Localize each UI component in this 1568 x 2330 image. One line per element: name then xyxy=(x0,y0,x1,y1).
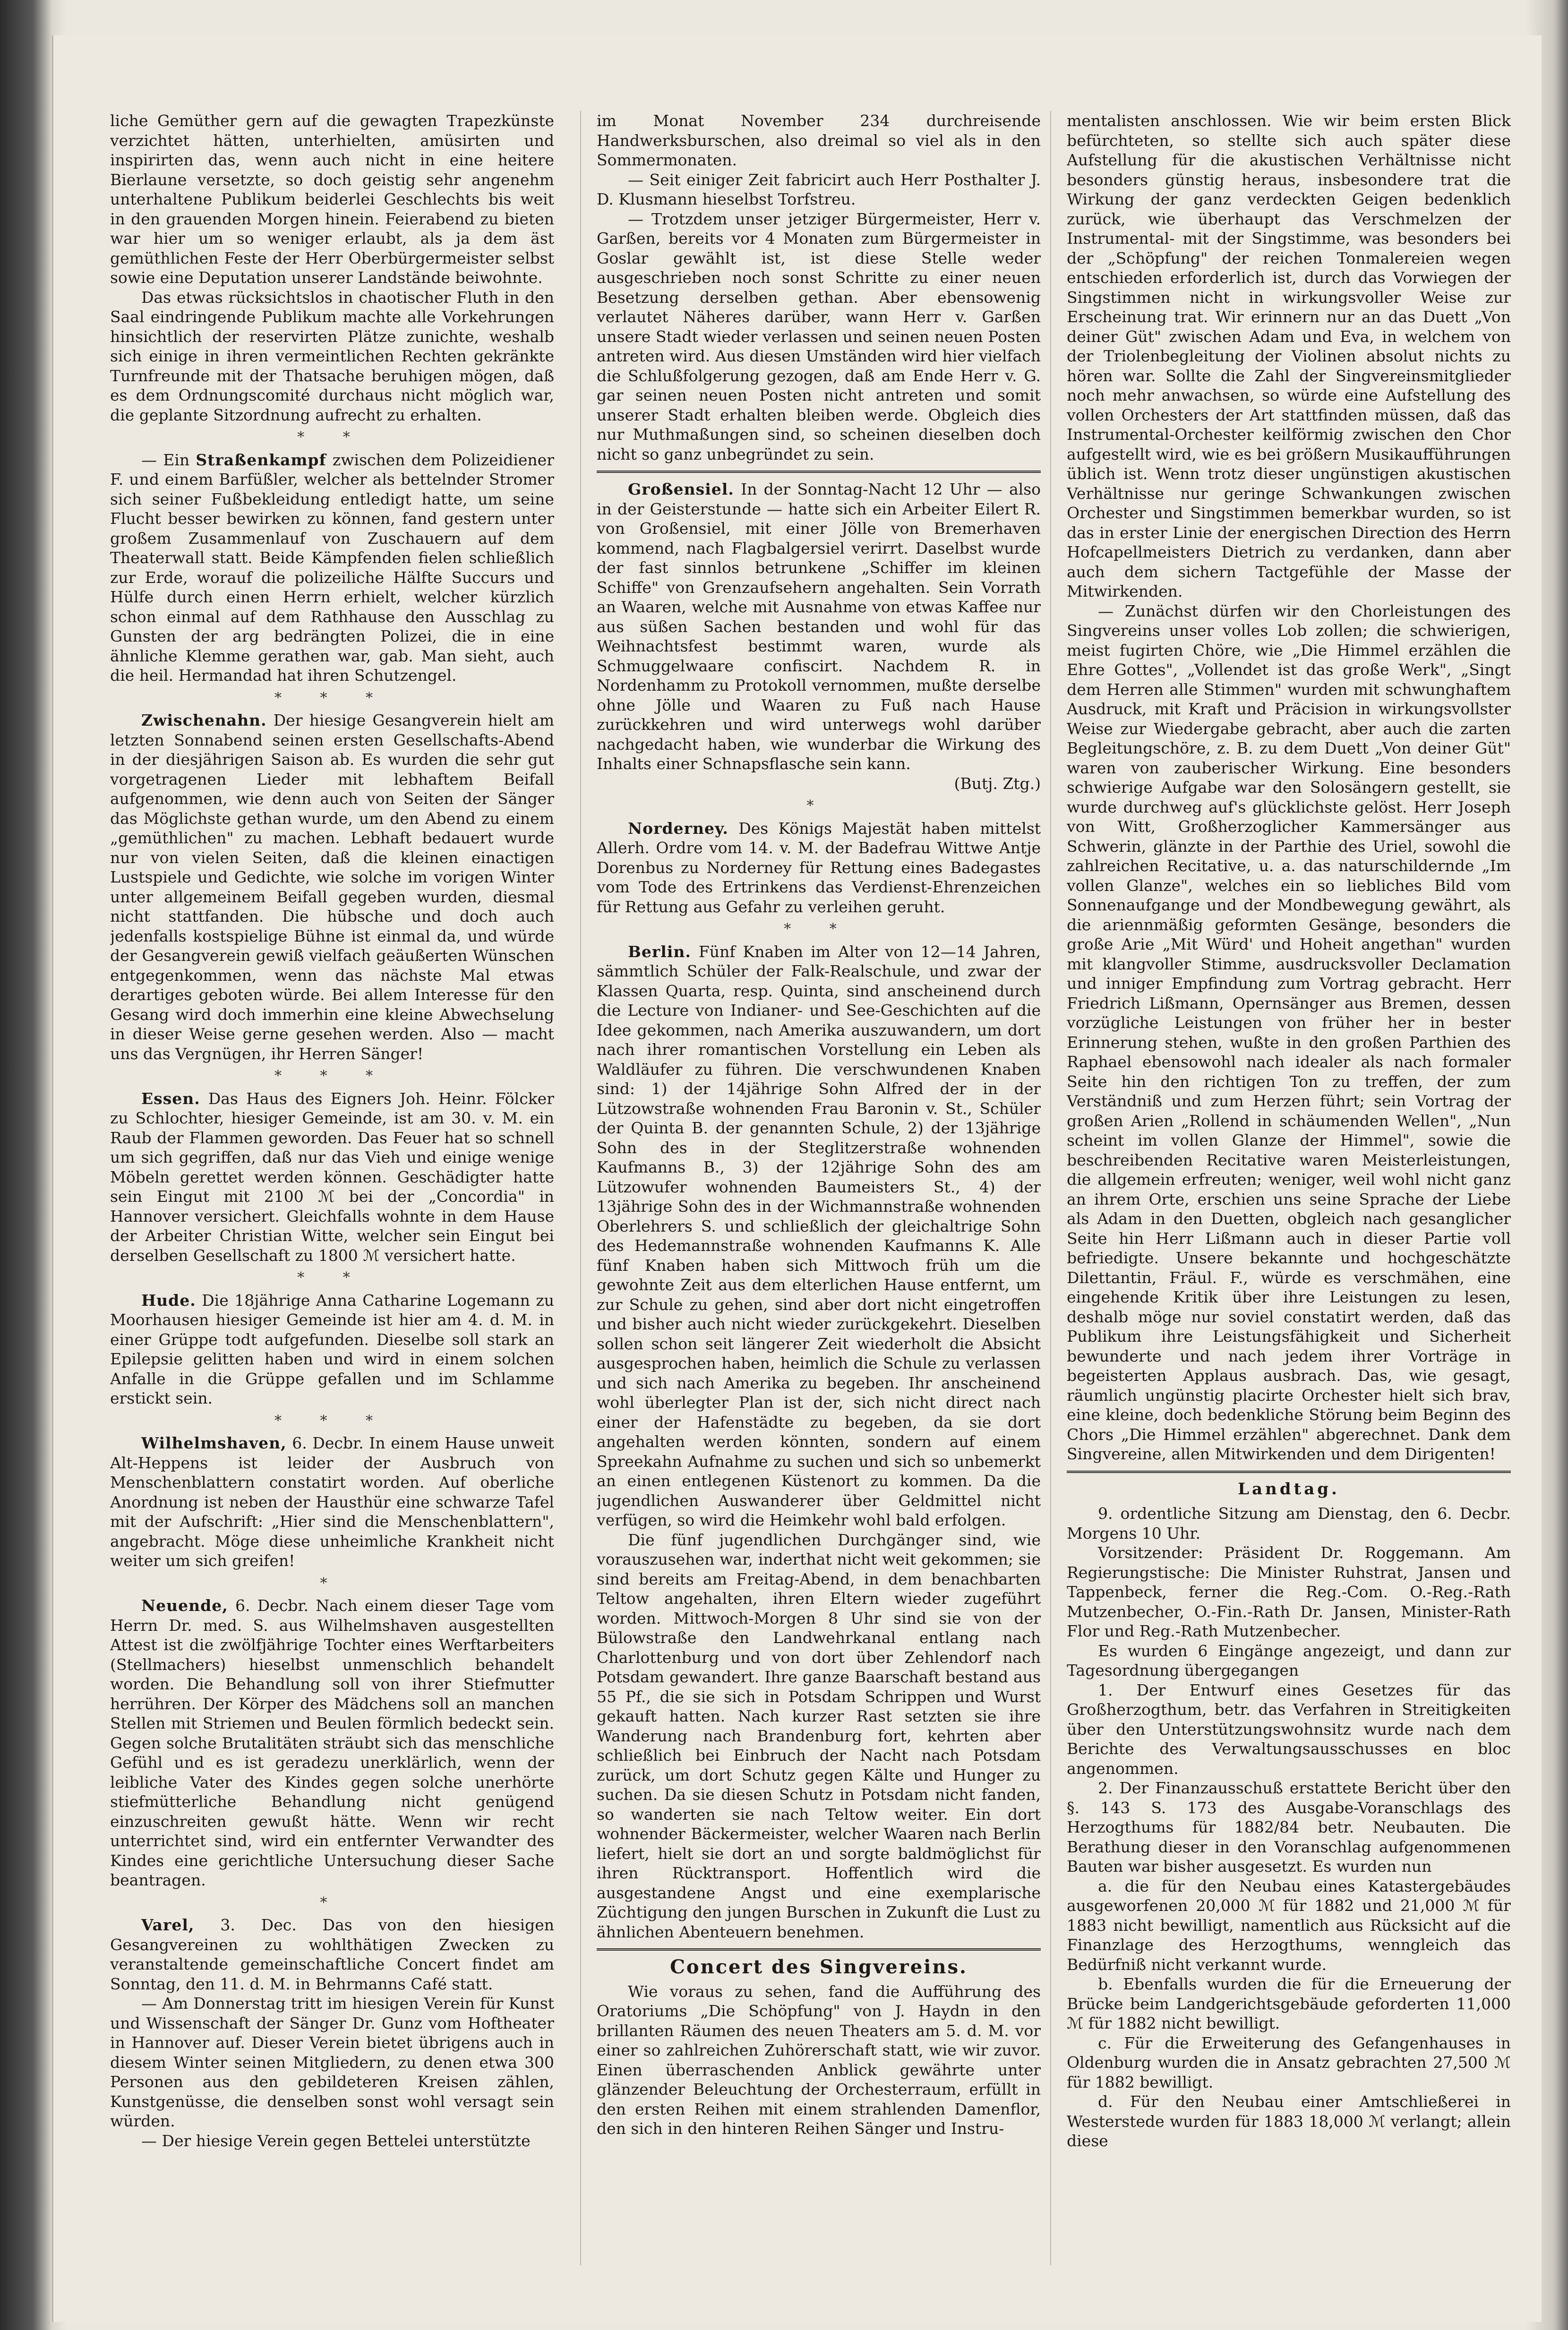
article-heading: Norderney. xyxy=(628,819,728,838)
column-rule xyxy=(1050,111,1051,2265)
article-paragraph: Das etwas rücksichtslos in chaotischer Fluth in den Saal eindringende Publikum machte alle Vorkehrungen hinsichtlich der reservirten Plätze zunichte, weshalb sich einige in ihren vermeintlichen Rechten gekränkte Turnfreunde mit der Thatsache beruhigen mögen, daß es dem Ordnungscomité durchaus nicht möglich war, die geplante Sitzordnung aufrecht zu erhalten. xyxy=(110,288,554,424)
section-separator: * xyxy=(320,1575,344,1592)
article-paragraph: — Ein Straßenkampf zwischen dem Polizeidiener F. und einem Barfüßler, welcher als bettelnder Stromer sich seiner Fußbekleidung entledigt hatte, um seine Flucht besser bewirken zu können, fand gestern unter großem Zusammenlauf von Zuschauern auf dem Theaterwall statt. Beide Kämpfenden fielen schließlich zur Erde, worauf die polizeiliche Hälfte Succurs und Hülfe durch einen Herrn erhielt, welcher kürzlich schon einmal auf dem Rathhause den Ausschlag zu Gunsten der arg bedrängten Polizei, die in eine ähnliche Klemme gerathen war, gab. Man sieht, auch die heil. Hermandad hat ihren Schutzengel. xyxy=(110,450,554,685)
article-paragraph xyxy=(110,711,554,1063)
article-paragraph: — Trotzdem unser jetziger Bürgermeister, Herr v. Garßen, bereits vor 4 Monaten zum Bürgermeister in Goslar gewählt ist, ist diese Stelle weder ausgeschrieben noch sonst Schritte zu einer neuen Besetzung derselben gethan. Aber ebensowenig verlautet Näheres darüber, wann Herr v. Garßen unsere Stadt wieder verlassen und seinen neuen Posten antreten wird. Aus diesen Umständen wird hier vielfach die Schlußfolgerung gezogen, daß am Ende Herr v. G. gar seinen neuen Posten nicht antreten und somit unserer Stadt erhalten bleiben werde. Obgleich dies nur Muthmaßungen sind, so scheinen dieselben doch nicht so ganz unbegründet zu sein. xyxy=(597,209,1041,463)
article-paragraph: 2. Der Finanzausschuß erstattete Bericht über den §. 143 S. 173 des Ausgabe-Voranschlags des Herzogthums für 1882/84 betr. Neubauten. Die Berathung dieser in den Voranschlag aufgenommenen Bauten war bisher ausgesetzt. Es wurden nun xyxy=(1067,1779,1511,1876)
article-heading: Essen. xyxy=(141,1089,200,1108)
concert-title: Concert des Singvereins. xyxy=(670,1956,968,1978)
article-paragraph xyxy=(110,1596,554,1890)
article-text: 3. Dec. Das von den hiesigen Gesangvereinen zu wohlthätigen Zwecken zu veranstaltende gemeinschaftliche Concert findet am Sonntag, den 11. d. M. in Behrmanns Café statt. xyxy=(110,1916,554,1993)
section-rule xyxy=(597,1948,1041,1951)
section-rule xyxy=(597,471,1041,473)
article-paragraph: c. Für die Erweiterung des Gefangenhauses in Oldenburg wurden die in Ansatz gebrachten 27,500 ℳ für 1882 bewilligt. xyxy=(1067,2033,1511,2091)
article-text: Das Haus des Eigners Joh. Heinr. Fölcker zu Schlochter, hiesiger Gemeinde, ist am 30. v. M. ein Raub der Flammen geworden. Das Feuer hat so schnell um sich gegriffen, daß nur das Vieh und einige wenige Möbeln gerettet werden können. Geschädigter hatte sein Eingut mit 2100 ℳ bei der „Concordia" in Hannover versichert. Gleichfalls wohnte in dem Hause der Arbeiter Christian Witte, welcher sein Eingut bei derselben Gesellschaft zu 1800 ℳ versichert hatte. xyxy=(110,1089,554,1265)
article-paragraph: 9. ordentliche Sitzung am Dienstag, den 6. Decbr. Morgens 10 Uhr. xyxy=(1067,1504,1511,1542)
newspaper-page xyxy=(52,35,1542,2322)
section-separator: * * xyxy=(784,921,854,937)
article-paragraph xyxy=(597,942,1041,1530)
column-3 xyxy=(1067,111,1511,2270)
article-paragraph: — Der hiesige Verein gegen Bettelei unterstützte xyxy=(141,2131,531,2150)
column-2 xyxy=(597,111,1041,2270)
article-paragraph: b. Ebenfalls wurden die für die Erneuerung der Brücke beim Landgerichtsgebäude geforderten 11,000 ℳ für 1882 nicht bewilligt. xyxy=(1067,1975,1511,2032)
article-heading: Wilhelmshaven, xyxy=(141,1434,287,1452)
article-paragraph: — Am Donnerstag tritt im hiesigen Verein für Kunst und Wissenschaft der Sänger Dr. Gunz vom Hoftheater in Hannover auf. Dieser Verein bietet übrigens auch in diesem Winter seinen Mitgliedern, zu denen etwa 300 Personen aus den gebildeteren Kreisen zählen, Kunstgenüsse, die denselben sonst wohl versagt sein würden. xyxy=(110,1994,554,2130)
article-text: In der Sonntag-Nacht 12 Uhr — also in der Geisterstunde — hatte sich ein Arbeiter Eilert R. von Großensiel, mit einer Jölle von Bremerhaven kommend, nach Flagbalgersiel verirrt. Daselbst wurde der fast sinnlos betrunkene „Schiffer im kleinen Schiffe" von Grenzaufsehern angehalten. Sein Vorrath an Waaren, welche mit Ausnahme von etwas Kaffee nur aus süßen Sachen bestanden und wohl für das Weihnachtsfest bestimmt waren, wurde als Schmuggelwaare confiscirt. Nachdem R. in Nordenhamm zu Protokoll vernommen, mußte derselbe ohne Jölle und Waaren zu Fuß nach Hause zurückkehren und wird unterwegs wohl darüber nachgedacht haben, wie wunderbar die Wirkung des Inhalts einer Schnapsflasche sein kann. xyxy=(597,480,1041,773)
article-text: 6. Decbr. In einem Hause unweit Alt-Heppens ist leider der Ausbruch von Menschenblattern constatirt worden. Auf oberliche Anordnung ist neben der Hausthür eine schwarze Tafel mit der Aufschrift: „Hier sind die Menschenblattern", angebracht. Möge diese unheimliche Krankheit nicht weiter um sich greifen! xyxy=(110,1434,554,1570)
section-separator: * * xyxy=(297,429,367,445)
article-text: Des Königs Majestät haben mittelst Allerh. Ordre vom 14. v. M. der Badefrau Wittwe Antje Dorenbus zu Norderney für Rettung eines Badegastes vom Tode des Ertrinkens das Verdienst-Ehrenzeichen für Rettung aus Gefahr zu verleihen geruht. xyxy=(597,819,1041,916)
article-heading: Hude. xyxy=(141,1291,196,1310)
section-separator: * * * xyxy=(274,1412,390,1429)
article-paragraph: mentalisten anschlossen. Wie wir beim ersten Blick befürchteten, so stellte sich auch später diese Aufstellung für die akustischen Verhältnisse nicht besonders günstig heraus, insbesondere trat die Wirkung der ganz verdeckten Geigen bedenklich zurück, wie überhaupt das Verschmelzen der Instrumental- mit der Singstimme, was besonders bei der „Schöpfung" der reichen Tonmalereien wegen entschieden erforderlich ist, durch das Vorwiegen der Singstimmen nicht in wirkungsvoller Weise zur Erscheinung trat. Wir erinnern nur an das Duett „Von deiner Güt" zwischen Adam und Eva, in welchem von der Triolenbegleitung der Violinen absolut nichts zu hören war. Sollte die Zahl der Singvereinsmitglieder noch mehr anwachsen, so würde eine Aufstellung des vollen Orchesters der Art stattfinden müssen, daß das Instrumental-Orchester keilförmig zwischen den Chor aufgestellt wird, wie es bei größern Musikaufführungen üblich ist. Wenn trotz dieser ungünstigen akustischen Verhältnisse nur geringe Schwankungen zwischen Orchester und Singstimmen bemerkbar wurden, so ist das in erster Linie der energischen Direction des Herrn Hofcapellmeisters Dietrich zu verdanken, dann aber auch dem sichern Tactgefühle der Masse der Mitwirkenden. xyxy=(1067,111,1511,600)
column-rule xyxy=(580,111,581,2265)
article-paragraph xyxy=(110,1291,554,1408)
article-heading: Großensiel. xyxy=(628,480,734,498)
article-paragraph xyxy=(110,1915,554,1994)
article-text: Die 18jährige Anna Catharine Logemann zu Moorhausen hiesiger Gemeinde ist hier am 4. d. M. in einer Grüppe todt aufgefunden. Dieselbe soll stark an Epilepsie gelitten haben und wird in einem solchen Anfalle in die Grüppe gefallen und im Schlamme erstickt sein. xyxy=(110,1291,554,1407)
article-paragraph: liche Gemüther gern auf die gewagten Trapezkünste verzichtet hätten, unterhielten, amüsirten und inspirirten das, wenn auch nicht in eine heitere Bierlaune versetzte, so doch geistig sehr angenehm unterhaltene Publikum beiderlei Geschlechts bis weit in den grauenden Morgen hinein. Feierabend zu bieten war hier um so weniger erlaubt, als ja dem äst gemüthlichen Feste der Herr Oberbürgermeister selbst sowie eine Deputation unserer Landstände beiwohnte. xyxy=(110,111,554,287)
section-separator: * xyxy=(320,1894,344,1911)
article-paragraph: Vorsitzender: Präsident Dr. Roggemann. Am Regierungstische: Die Minister Ruhstrat, Jansen und Tappenbeck, ferner die Reg.-Com. O.-Reg.-Rath Mutzenbecher, O.-Fin.-Rath Dr. Jansen, Minister-Rath Flor und Reg.-Rath Mutzenbecher. xyxy=(1067,1543,1511,1640)
article-paragraph: Die fünf jugendlichen Durchgänger sind, wie vorauszusehen war, inderthat nicht weit gekommen; sie sind bereits am Freitag-Abend, in dem benachbarten Teltow angehalten, ihren Eltern wieder zugeführt worden. Mittwoch-Morgen 8 Uhr sind sie von der Bülowstraße den Landwehrkanal entlang nach Charlottenburg und von dort über Zehlendorf nach Potsdam gewandert. Ihre ganze Baarschaft bestand aus 55 Pf., die sie sich in Potsdam Schrippen und Wurst gekauft hatten. Nach kurzer Rast setzten sie ihre Wanderung nach Brandenburg fort, kehrten aber schließlich bei Einbruch der Nacht nach Potsdam zurück, um dort Schutz gegen Kälte und Hunger zu suchen. Da sie diesen Schutz in Potsdam nicht fanden, so wanderten sie nach Teltow weiter. Ein dort wohnender Bäckermeister, welcher Waaren nach Berlin liefert, hielt sie dort an und sorgte baldmöglichst für ihren Rücktransport. Hoffentlich wird die ausgestandene Angst und eine exemplarische Züchtigung den jungen Burschen in Zukunft die Lust zu ähnlichen Abenteuern benehmen. xyxy=(597,1530,1041,1941)
article-paragraph: Wie voraus zu sehen, fand die Aufführung des Oratoriums „Die Schöpfung" von J. Haydn in den brillanten Räumen des neuen Theaters am 5. d. M. vor einer so zahlreichen Zuhörerschaft statt, wie wir zuvor. Einen überraschenden Anblick gewährte unter glänzender Beleuchtung der Orchesterraum, erfüllt in den ersten Reihen mit einem strahlenden Damenflor, den sich in den hinteren Reihen Sänger und Instru- xyxy=(597,1982,1041,2138)
article-heading: Varel, xyxy=(141,1916,195,1934)
landtag-title: Landtag. xyxy=(1238,1479,1340,1499)
article-paragraph xyxy=(110,1433,554,1571)
section-rule xyxy=(1067,1471,1511,1473)
article-paragraph xyxy=(110,1089,554,1266)
article-paragraph: im Monat November 234 durchreisende Handwerksburschen, also dreimal so viel als in den Sommermonaten. xyxy=(597,111,1041,169)
column-1 xyxy=(110,111,554,2270)
article-paragraph xyxy=(597,480,1041,774)
article-heading: Neuende, xyxy=(141,1596,228,1615)
article-paragraph: d. Für den Neubau einer Amtschließerei in Westerstede wurden für 1883 18,000 ℳ verlangt; allein diese xyxy=(1067,2092,1511,2150)
article-text: Der hiesige Gesangverein hielt am letzten Sonnabend seinen ersten Gesellschafts-Abend in der diesjährigen Saison ab. Es wurden die sehr gut vorgetragenen Lieder mit lebhaftem Beifall aufgenommen, wie denn auch von Seiten der Sänger das Möglichste gethan wurde, um den Abend zu einem „gemüthlichen" zu machen. Lebhaft bedauert wurde nur von vielen Seiten, daß die kleinen einactigen Lustspiele und Gedichte, wie solche im vorigen Winter unter allgemeinem Beifall gegeben wurden, diesmal nicht stattfanden. Die hübsche und doch auch jedenfalls kostspielige Bühne ist einmal da, und würde der Gesangverein gewiß vielfach geäußerten Wünschen entgegenkommen, wenn das nächste Mal etwas derartiges geboten würde. Bei allem Interesse für den Gesang wird doch immerhin eine kleine Abwechselung in dieser Weise gerne gesehen werden. Also — macht uns das Vergnügen, ihr Herren Sänger! xyxy=(110,711,554,1063)
article-text: zwischen dem Polizeidiener F. und einem Barfüßler, welcher als bettelnder Stromer sich seiner Fußbekleidung entledigt hatte, um seine Flucht besser bewirken zu können, fand gestern unter großem Zusammenlauf von Zuschauern auf dem Theaterwall statt. Beide Kämpfenden fielen schließlich zur Erde, worauf die polizeiliche Hälfte Succurs und Hülfe durch einen Herrn erhielt, welcher kürzlich schon einmal auf dem Rathhause den Ausschlag zu Gunsten der arg bedrängten Polizei, die in eine ähnliche Klemme gerathen war, gab. Man sieht, auch die heil. Hermandad hat ihren Schutzengel. xyxy=(110,450,554,685)
article-heading: Zwischenahn. xyxy=(141,711,267,729)
article-paragraph: 1. Der Entwurf eines Gesetzes für das Großherzogthum, betr. das Verfahren in Streitigkeiten über den Unterstützungswohnsitz wurde nach dem Berichte des Verwaltungsausschusses en bloc angenommen. xyxy=(1067,1680,1511,1778)
article-paragraph xyxy=(597,819,1041,917)
article-heading: Straßenkampf xyxy=(196,450,326,469)
section-separator: * xyxy=(806,797,831,814)
article-text: 6. Decbr. Nach einem dieser Tage vom Herrn Dr. med. S. aus Wilhelmshaven ausgestellten Attest ist die zwölfjährige Tochter eines Werftarbeiters (Stellmachers) hieselbst unmenschlich behandelt worden. Die Behandlung soll von ihrer Stiefmutter herrühren. Der Körper des Mädchens soll an manchen Stellen mit Striemen und Beulen förmlich bedeckt sein. Gegen solche Brutalitäten sträubt sich das menschliche Gefühl und es ist geradezu unerklärlich, wenn der leibliche Vater des Kindes gegen solche unerhörte stiefmütterliche Behandlung nicht genügend einzuschreiten gewußt hätte. Wenn wir recht unterrichtet sind, wird ein entfernter Verwandter des Kindes eine gerichtliche Untersuchung dieser Sache beantragen. xyxy=(110,1596,554,1889)
section-separator: * * * xyxy=(274,689,390,706)
article-paragraph: Es wurden 6 Eingänge angezeigt, und dann zur Tagesordnung übergegangen xyxy=(1067,1641,1511,1679)
article-text: Fünf Knaben im Alter von 12—14 Jahren, sämmtlich Schüler der Falk-Realschule, und zwar der Klassen Quarta, resp. Quinta, sind anscheinend durch die Lecture von Indianer- und See-Geschichten auf die Idee gekommen, nach Amerika auszuwandern, um dort nach ihrer romantischen Vorstellung ein Leben als Waldläufer zu führen. Die verschwundenen Knaben sind: 1) der 14jährige Sohn Alfred der in der Lützowstraße wohnenden Frau Baronin v. St., Schüler der Quinta B. der genannten Schule, 2) der 13jährige Sohn des in der Steglitzerstraße wohnenden Kaufmanns B., 3) der 12jährige Sohn des am Lützowufer wohnenden Baumeisters St., 4) der 13jährige Sohn des in der Wichmannstraße wohnenden Oberlehrers S. und schließlich der gleichaltrige Sohn des Hedemannstraße wohnenden Kaufmanns K. Alle fünf Knaben haben sich Mittwoch früh um die gewohnte Zeit aus dem elterlichen Hause entfernt, um zur Schule zu gehen, sind aber dort nicht eingetroffen und bisher auch nicht wieder zurückgekehrt. Dieselben sollen schon seit längerer Zeit wiederholt die Absicht ausgesprochen haben, heimlich die Schule zu verlassen und sich nach Amerika zu begeben. Ihr anscheinend wohl überlegter Plan ist der, sich nicht direct nach einer der Hafenstädte zu begeben, da sie dort angehalten werden könnten, sondern auf einem Spreekahn Aufnahme zu suchen und sich so unbemerkt an einen entlegenen Küstenort zu kommen. Da die jugendlichen Auswanderer über Geldmittel nicht verfügen, so wird die Heimkehr wohl bald erfolgen. xyxy=(597,942,1041,1529)
article-paragraph: — Zunächst dürfen wir den Chorleistungen des Singvereins unser volles Lob zollen; die schwierigen, meist fugirten Chöre, wie „Die Himmel erzählen die Ehre Gottes", „Vollendet ist das große Werk", „Singt dem Herren alle Stimmen" wurden mit schwunghaftem Ausdruck, mit Kraft und Präcision in wirkungsvollster Weise zur Wiedergabe gebracht, aber auch die zarten Begleitungschöre, z. B. zu dem Duett „Von deiner Güt" waren von zauberischer Wirkung. Eine besonders schwierige Aufgabe war den Solosängern gestellt, sie wurde durchweg auf's glücklichste gelöst. Herr Joseph von Witt, Großherzoglicher Kammersänger aus Schwerin, glänzte in der Parthie des Uriel, sowohl die zahlreichen Recitative, u. a. das naturschildernde „Im vollen Glanze", welches ein so liebliches Bild vom Sonnenaufgange und der Mondbewegung gewährt, als die ariennmäßig geformten Gesänge, besonders die große Arie „Mit Würd' und Hoheit angethan" wurden mit klangvoller Stimme, ausdrucksvoller Declamation und inniger Empfindung zum Vortrag gebracht. Herr Friedrich Lißmann, Opernsänger aus Bremen, dessen vorzügliche Leistungen von früher her in bester Erinnerung stehen, wußte in den großen Parthien des Raphael ebensowohl nach idealer als nach formaler Seite hin den richtigen Ton zu treffen, der zum Verständniß und zum Herzen führt; sein Vortrag der großen Arien „Rollend in schäumenden Wellen", „Nun scheint im vollen Glanze der Himmel", sowie die beschreibenden Recitative waren Meisterleistungen, die allgemein erfreuten; weniger, weil wohl nicht ganz an ihrem Orte, erschien uns seine Sprache der Liebe als Adam in den Duetten, obgleich nach gesanglicher Seite hin Herr Lißmann auch in dieser Partie voll befriedigte. Unsere bekannte und hochgeschätzte Dilettantin, Fräul. F., würde es verschmähen, eine eingehende Kritik über ihre Leistungen zu lesen, deshalb möge nur soviel constatirt werden, daß das Publikum ihre Leistungsfähigkeit und Sicherheit bewunderte und nach jedem ihrer Vorträge in begeisterten Applaus ausbrach. Das, wie gesagt, räumlich ungünstig placirte Orchester hielt sich brav, eine kleine, doch bedenkliche Störung beim Beginn des Chors „Die Himmel erzählen" abgerechnet. Dank dem Singvereine, allen Mitwirkenden und dem Dirigenten! xyxy=(1067,601,1511,1463)
article-heading: Berlin. xyxy=(628,942,691,961)
source-attribution: (Butj. Ztg.) xyxy=(954,774,1041,793)
section-separator: * * xyxy=(297,1269,367,1286)
article-paragraph: — Seit einiger Zeit fabricirt auch Herr Posthalter J. D. Klusmann hieselbst Torfstreu. xyxy=(597,170,1041,208)
section-separator: * * * xyxy=(274,1068,390,1084)
article-paragraph: a. die für den Neubau eines Katastergebäudes ausgeworfenen 20,000 ℳ für 1882 und 21,000 ℳ für 1883 nicht bewilligt, namentlich aus Rücksicht auf die Finanzlage des Herzogthums, wenngleich das Bedürfniß nicht verkannt wurde. xyxy=(1067,1876,1511,1974)
